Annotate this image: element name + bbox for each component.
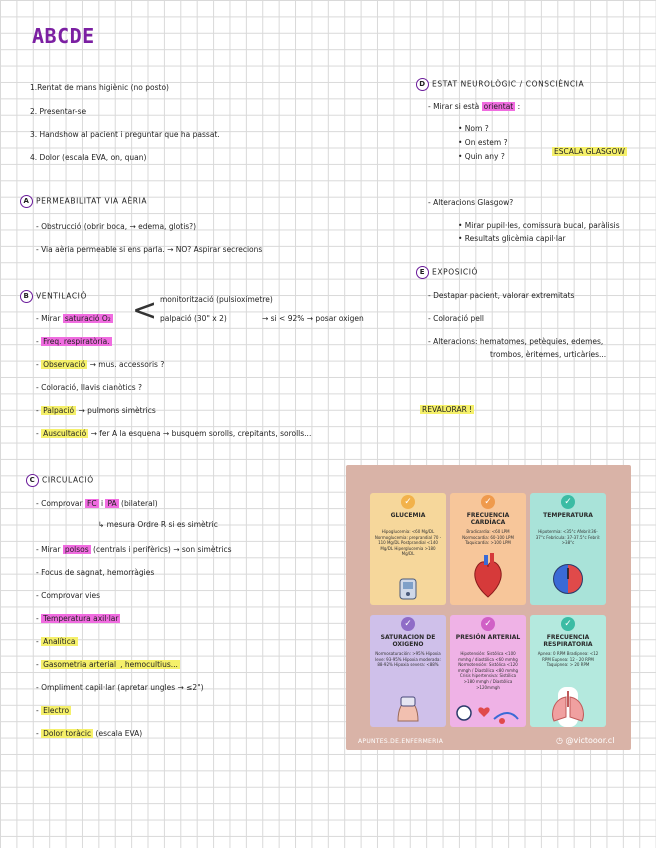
card-title: FRECUENCIA CARDÍACA (466, 512, 510, 526)
b-obs-highlight: Observació (43, 360, 86, 369)
c-comp-prefix: - Comprovar (36, 499, 83, 508)
c-anal-row: - Analítica (36, 637, 76, 646)
b-obs-rest: → mus. accessoris ? (89, 360, 165, 369)
c-bilateral: (bilateral) (121, 499, 158, 508)
c-pa: PA (107, 499, 117, 508)
infographic-footer-right: ◷ @victooor.cl (556, 736, 615, 745)
b-freq-highlight: Freq. respiratòria. (43, 337, 110, 346)
letter-d-badge: D (416, 78, 429, 91)
e-item-2: - Coloració pell (428, 314, 484, 323)
a-item-obstruction: - Obstrucció (obrir boca, → edema, glotis?) (36, 222, 197, 231)
card-title: TEMPERATURA (543, 512, 593, 519)
intro-step-4: 4. Dolor (escala EVA, on, quan) (30, 153, 147, 162)
revaluate-note (420, 405, 474, 415)
card-body: Apnea: 0 RPM Bradipnea: <12 RPM Eupnea: 12 - 20 RPM Taquipnea: > 20 RPM (537, 651, 599, 668)
d-sub-name: • Nom ? (458, 124, 489, 133)
card-temperatura (530, 493, 606, 605)
c-chest-row: - Dolor toràcic (escala EVA) (36, 729, 143, 738)
b-palp-row: - Palpació → pulmons simètrics (36, 406, 156, 415)
c-gaso-highlight: Gasometria arterial (43, 660, 117, 669)
card-frecuencia-respiratoria (530, 615, 606, 727)
section-c-title: CIRCULACIÓ (42, 475, 94, 485)
c-chest-rest: (escala EVA) (95, 729, 143, 738)
d-look-prefix: - Mirar si està (428, 102, 480, 111)
section-b-title: VENTILACIÓ (36, 291, 87, 301)
section-a-title: PERMEABILITAT VIA AÈRIA (36, 196, 148, 206)
d-alter-2: • Resultats glicèmia capil·lar (458, 234, 566, 243)
d-glasgow (552, 147, 627, 157)
e-item-3: - Alteracions: hematomes, petèquies, edemes, (428, 337, 604, 346)
b-ausc-rest: → fer A la esquena → busquem sorolls, crepitants, sorolls... (90, 429, 312, 438)
c-note: ↳ mesura Ordre R si es simètric (98, 520, 218, 529)
c-gaso-rest: , hemocultius... (120, 660, 178, 669)
b-ausc-row: - Auscultació → fer A la esquena → busquem sorolls, crepitants, sorolls... (36, 429, 312, 438)
lungs-icon (546, 687, 590, 727)
c-pulse-rest: (centrals i perifèrics) → son simètrics (93, 545, 232, 554)
e-item-1: - Destapar pacient, valorar extremitats (428, 291, 575, 300)
check-icon: ✓ (401, 617, 415, 631)
b-color: - Coloració, llavis cianòtics ? (36, 383, 142, 392)
card-body: Hipotermia: <35°c Afebril:36-37°c Febrícula: 37-37.5°c Febril: >38°c (535, 529, 601, 546)
c-ecg-highlight: Electro (43, 706, 70, 715)
card-saturacion-oxigeno (370, 615, 446, 727)
letter-b-badge: B (20, 290, 33, 303)
page-title: ABCDE (32, 24, 95, 48)
d-glasgow-highlight: ESCALA GLASGOW (554, 147, 625, 156)
c-pulse-row (36, 545, 232, 555)
d-alter: - Alteracions Glasgow? (428, 198, 514, 207)
infographic-footer-left: APUNTES.DE.ENFERMERIA (358, 738, 444, 745)
b-ausc-highlight: Auscultació (43, 429, 87, 438)
card-title: GLUCEMIA (390, 512, 426, 519)
section-e-title: EXPOSICIÓ (432, 267, 479, 277)
letter-e-badge: E (416, 266, 429, 279)
check-icon: ✓ (481, 617, 495, 631)
intro-step-3: 3. Handshow al pacient i preguntar que ha passat. (30, 130, 220, 139)
check-icon: ✓ (401, 495, 415, 509)
c-pulse-highlight: polsos (64, 545, 89, 554)
card-title: FRECUENCIA RESPIRATORIA (543, 634, 593, 648)
b-sat-highlight: saturació O₂ (64, 314, 111, 323)
pulse-oximeter-icon (392, 695, 424, 723)
d-sub-where: • On estem ? (458, 138, 508, 147)
d-look-highlight: orientat (483, 102, 514, 111)
d-sub-year: • Quin any ? (458, 152, 505, 161)
section-a-heading (20, 195, 147, 208)
c-vies: - Comprovar vies (36, 591, 101, 600)
card-presion-arterial (450, 615, 526, 727)
section-e-heading (416, 266, 478, 279)
c-chest-highlight: Dolor toràcic (43, 729, 92, 738)
b-palp-rest: → pulmons simètrics (78, 406, 156, 415)
check-icon: ✓ (561, 495, 575, 509)
bracket-icon: < (132, 293, 158, 328)
check-icon: ✓ (561, 617, 575, 631)
d-look-suffix: : (517, 102, 521, 111)
c-anal-highlight: Analítica (43, 637, 76, 646)
c-fill: - Ompliment capil·lar (apretar ungles → ≤2") (36, 683, 204, 692)
b-palp-highlight: Palpació (43, 406, 75, 415)
glucometer-icon (396, 577, 420, 601)
c-pulse-prefix: - Mirar (36, 545, 61, 554)
e-item-4: trombos, èritemes, urticàries... (490, 350, 607, 359)
letter-a-badge: A (20, 195, 33, 208)
blood-pressure-cuff-icon (454, 703, 522, 725)
section-d-title: ESTAT NEUROLÒGIC / CONSCIÈNCIA (432, 79, 585, 89)
card-title: SATURACION DE OXIGENO (380, 634, 436, 648)
b-monitor: monitorització (pulsioxímetre) (160, 295, 273, 304)
section-c-heading (26, 474, 94, 487)
c-fc: FC (87, 499, 97, 508)
b-sat-prefix: - Mirar (36, 314, 61, 323)
b-saturation-row (36, 314, 113, 324)
check-icon: ✓ (481, 495, 495, 509)
vital-signs-infographic (346, 465, 631, 750)
c-check-row (36, 499, 158, 509)
a-item-airway: - Via aèria permeable si ens parla. → NO? Aspirar secrecions (36, 245, 263, 254)
d-look-row (428, 102, 520, 112)
b-obs-row: - Observació → mus. accessoris ? (36, 360, 165, 369)
revaluate-highlight: REVALORAR ! (422, 405, 473, 414)
d-alter-1: • Mirar pupil·les, comissura bucal, paràlisis (458, 221, 620, 230)
b-palpation: palpació (30" x 2) (160, 314, 227, 323)
card-body: Normosaturación: >95% Hipoxia leve: 93-95% Hipoxia moderada: 88-92% Hipoxia severa: <88% (375, 651, 441, 668)
intro-step-2: 2. Presentar-se (30, 107, 87, 116)
section-d-heading (416, 78, 584, 91)
intro-step-1: 1.Rentat de mans higiènic (no posto) (30, 83, 169, 92)
letter-c-badge: C (26, 474, 39, 487)
card-body: Hipoglucemia: <60 Mg/DL Normoglucemia: preprandial 70 - 110 Mg/DL Postprandial <140 Mg/DL Hiperglucemia >180 Mg/DL (374, 529, 442, 557)
section-b-heading (20, 290, 87, 303)
c-and: i (100, 499, 104, 508)
b-oxygen: → si < 92% → posar oxigen (262, 314, 364, 323)
c-temp-row: - Temperatura axil·lar (36, 614, 119, 623)
heart-icon (470, 553, 506, 599)
card-frecuencia-cardiaca (450, 493, 526, 605)
b-freq-row: - Freq. respiratòria. (36, 337, 110, 346)
card-body: Hipotensión: Sistólica <100 mmhg / diastólica <60 mmhg Normotensión: Sistólica <120 mmgh / Diastólica <80 mmhg Crisis hipertensiva: Sistólica >180 mmgh / Diastólica >120mmgh (457, 651, 519, 690)
c-gaso-row: - Gasometria arterial , hemocultius... (36, 660, 178, 669)
card-glucemia (370, 493, 446, 605)
c-ecg-row: - Electro (36, 706, 70, 715)
card-title: PRESIÓN ARTERIAL (455, 634, 521, 641)
card-body: Bradicardia: <60 LPM Normocardia: 60-100 LPM Taquicardia: >100 LPM (462, 529, 514, 546)
c-bleed: - Focus de sagnat, hemorràgies (36, 568, 155, 577)
c-temp-highlight: Temperatura axil·lar (43, 614, 119, 623)
thermometer-gauge-icon (552, 563, 584, 595)
